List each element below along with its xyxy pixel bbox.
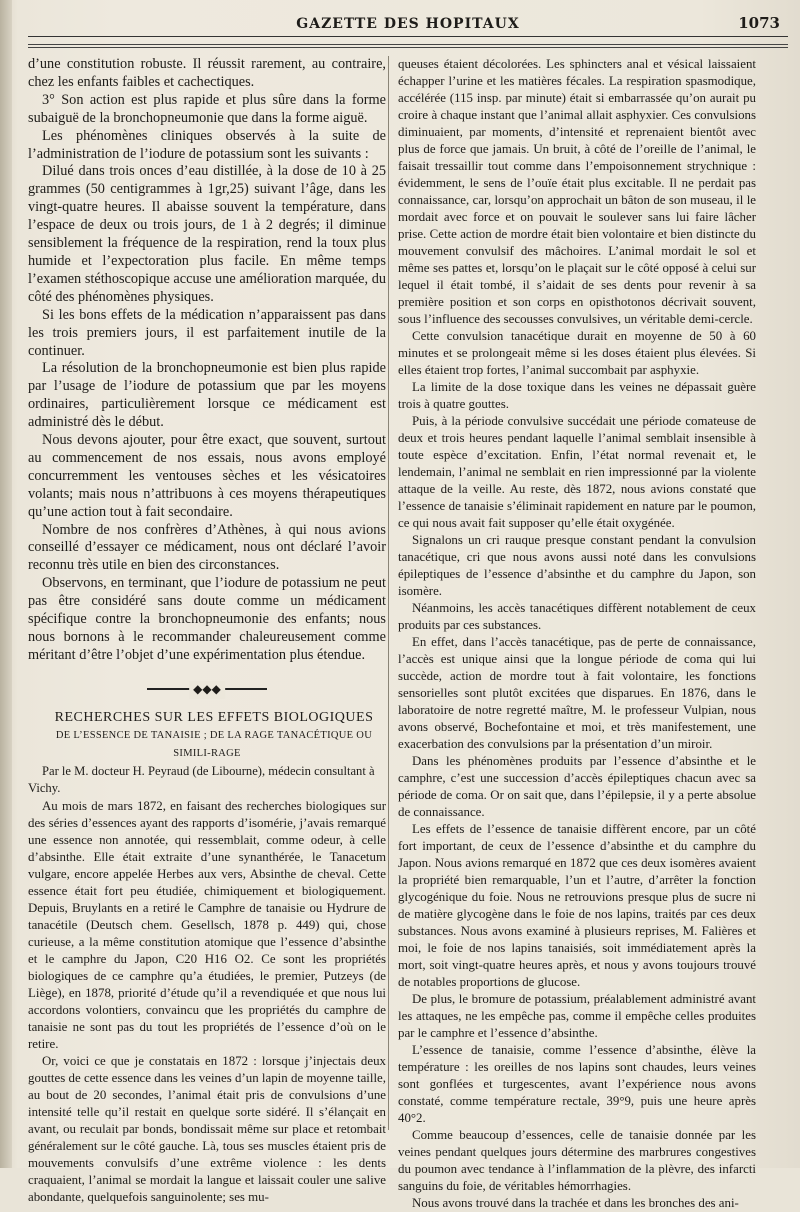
paragraph: Dilué dans trois onces d’eau distillée, à la dose de 10 à 25 grammes (50 centigrammes à 1gr,25) suivant l’âge, dans les vingt-quatre heures. Il abaisse souvent la température, dans l’espace de deux ou trois jours, de 1 à 2 degrés; il diminue sensiblement la fréquence de la respiration, rend la toux plus humide et l’expectoration plus facile. En même temps l’examen stéthoscopique accuse une amélioration marquée, du côté des phénomènes physiques. — [28, 163, 386, 305]
page-binding-edge — [0, 0, 12, 1168]
paragraph: Nous devons ajouter, pour être exact, que souvent, surtout au commencement de nos essais, nous avons employé concurremment les ventouses sèches et les vésicatoires volants; mais nous n’attribuons à ces moyens thérapeutiques qu’une action tout à fait secondaire. — [28, 432, 386, 520]
paragraph: De plus, le bromure de potassium, préalablement administré avant les attaques, ne les empêche pas, comme il empêche celles produites par le camphre et l’essence d’absinthe. — [398, 992, 756, 1040]
header-rule-secondary — [28, 47, 788, 48]
paragraph: En effet, dans l’accès tanacétique, pas de perte de connaissance, l’accès est unique ainsi que la longue période de coma qui lui succède, action de mordre tout à fait volontaire, les fonctions sensorielles sont plutôt excitées que disparues. En 1876, dans le laboratoire de notre regretté maître, M. le professeur Vulpian, nous avons observé, Bochefontaine et moi, et très manifestement, une exacerbation des convulsions par la présentation d’un miroir. — [398, 635, 756, 751]
paragraph: Puis, à la période convulsive succédait une période comateuse de deux et trois heures pendant laquelle l’animal semblait insensible à toute espèce d’excitation. Enfin, l’état normal revenait et, le lendemain, l’animal ne semblait en rien impressionné par la violente attaque de la veille. Au reste, dès 1872, nous avions constaté que l’essence de tanaisie s’éliminait rapidement en nature par le poumon, ce qui nous avait fait supposer qu’elle était oxygénée. — [398, 414, 756, 530]
paragraph: Observons, en terminant, que l’iodure de potassium ne peut pas être considéré sans doute comme un médicament spécifique contre la bronchopneumonie des enfants; nous nous bornons à le recommander chaleureusement comme méritant d’être l’objet d’une expérimentation plus étendue. — [28, 575, 386, 663]
paragraph: Comme beaucoup d’essences, celle de tanaisie donnée par les veines pendant quelques jours détermine des marbrures congestives du poumon avec tendance à l’inflammation de la plèvre, des infarcti sanguins du foie, de véritables hémorrhagies. — [398, 1128, 756, 1193]
page-header — [28, 14, 788, 37]
paragraph: queuses étaient décolorées. Les sphincters anal et vésical laissaient échapper l’urine et les matières fécales. La respiration spasmodique, accélérée (115 insp. par minute) était si embarrassée qu’on aurait pu croire à chaque instant que l’animal allait asphyxier. Ces convulsions diminuaient, par moments, d’intensité et reprenaient bientôt avec plus de force que jamais. Un bruit, à côté de l’oreille de l’animal, le faisait tressaillir tout comme dans l’empoisonnement strychnique : évidemment, le sens de l’ouïe était plus excitable. Il ne perdait pas connaissance, car, lorsqu’on approchait un bâton de son museau, il le mordait avec force et on pouvait le soulever sans lui faire lâcher prise. Cette action de mordre était bien volontaire et bien distincte du mouvement convulsif des mâchoires. L’animal mordait le sol et même ses pattes et, lorsqu’on le plaçait sur le côté opposé à celui sur lequel il était tombé, il s’aidait de ses dents pour revenir à sa première position et son corps en opisthotonos décrivait souvent, sous l’influence des secousses convulsives, un véritable demi-cercle. — [398, 57, 756, 326]
right-column — [398, 56, 756, 1212]
page-number: 1073 — [738, 14, 780, 32]
paragraph: L’essence de tanaisie, comme l’essence d’absinthe, élève la température : les oreilles de nos lapins sont chaudes, leurs veines sont gonflées et turgescentes, avant l’expérience nous avons constaté, comme température rectale, 39°9, puis une heure après 40°2. — [398, 1043, 756, 1125]
paragraph: Les effets de l’essence de tanaisie diffèrent encore, par un côté fort important, de ceux de l’essence d’absinthe et du camphre du Japon. Nous avions remarqué en 1872 que ces deux isomères avaient la propriété bien remarquable, l’un et l’autre, d’arrêter la fonction glycogénique du foie. Nous ne retrouvions presque plus de sucre ni de matière glycogène dans le foie de nos lapins, traités par ces deux substances. Nous avons examiné à plusieurs reprises, M. Falières et moi, le foie de nos lapins tanaisiés, soit immédiatement après la mort, soit vingt-quatre heures après, et nous y avons toujours trouvé de notables proportions de glucose. — [398, 822, 756, 989]
paragraph: Dans les phénomènes produits par l’essence d’absinthe et le camphre, c’est une succession d’accès épileptiques chacun avec sa période de coma. Or on sait que, dans l’épilepsie, il y a perte absolue de connaissance. — [398, 754, 756, 819]
paragraph: Cette convulsion tanacétique durait en moyenne de 50 à 60 minutes et se prolongeait même si les doses étaient plus élevées. Si elles étaient trop fortes, l’animal succombait par asphyxie. — [398, 329, 756, 377]
paragraph: Les phénomènes cliniques observés à la suite de l’administration de l’iodure de potassium sont les suivants : — [28, 127, 386, 162]
paragraph: d’une constitution robuste. Il réussit rarement, au contraire, chez les enfants faibles et cachectiques. — [28, 56, 386, 90]
publication-title: GAZETTE DES HOPITAUX — [296, 16, 520, 32]
paragraph: Or, voici ce que je constatais en 1872 : lorsque j’injectais deux gouttes de cette essence dans les veines d’un lapin de moyenne taille, au bout de 20 secondes, l’animal était pris de convulsions d’une intensité telle qu’il restait en quelque sorte sidéré. Il s’élançait en avant, ou reculait par bonds, bondissait même sur place et retombait généralement sur le côté gauche. Là, tous ses muscles étaient pris de mouvements convulsifs d’une extrême violence : les dents craquaient, l’animal se mordait la langue et laissait couler une salive abondante, quelquefois sanguinolente; ses mu- — [28, 1054, 386, 1205]
paragraph: Néanmoins, les accès tanacétiques diffèrent notablement de ceux produits par ces substances. — [398, 601, 756, 632]
article-subtitle: DE L’ESSENCE DE TANAISIE ; DE LA RAGE TANACÉTIQUE OU SIMILI-RAGE — [55, 729, 373, 759]
paragraph: Si les bons effets de la médication n’apparaissent pas dans les trois premiers jours, il est parfaitement inutile de la continuer. — [28, 306, 386, 359]
paragraph: Nous avons trouvé dans la trachée et dans les bronches des ani- — [412, 1196, 739, 1210]
paragraph: Nombre de nos confrères d’Athènes, à qui nous avions conseillé d’essayer ce médicament, nous ont déclaré l’avoir reconnu très utile en bien des circonstances. — [28, 521, 386, 574]
paragraph: Signalons un cri rauque presque constant pendant la convulsion tanacétique, cri que nous avons aussi noté dans les convulsions épileptiques de l’essence d’absinthe et du camphre du Japon, son isomère. — [398, 533, 756, 598]
paragraph: Au mois de mars 1872, en faisant des recherches biologiques sur des séries d’essences ayant des rapports d’isomérie, j’avais remarqué une essence non annotée, qui ressemblait, comme odeur, à celle d’absinthe. Elle était extraite d’une synanthérée, le Tanacetum vulgare, encore appelée Herbes aux vers, Absinthe de cheval. Cette essence était fort peu étudiée, chimiquement et biologiquement. Depuis, Bruylants en a retiré le Camphre de tanaisie ou Hydrure de tanacétile (Deutsch chem. Gesellsch, 1878 p. 449) qui, chose curieuse, a la même constitution atomique que l’essence d’absinthe et le camphre du Japon, C20 H16 O2. Ce sont les propriétés biologiques de ce camphre qu’a étudiées, le premier, Putzeys (de Liège), en 1878, priorité d’étude qu’il a revendiquée et que nous lui accordons volontiers, convaincu que les propriétés du camphre de tanaisie ne sont pas du tout les propriétés de l’essence d’où on le retire. — [28, 799, 386, 1052]
paragraph: La résolution de la bronchopneumonie est bien plus rapide par l’usage de l’iodure de potassium que par les moyens ordinaires, particulièrement lorsque ce médicament est administré dès le début. — [28, 360, 386, 431]
article-byline: Par le M. docteur H. Peyraud (de Libourne), médecin consultant à Vichy. — [28, 763, 375, 796]
column-divider — [388, 56, 389, 1130]
left-column — [28, 56, 386, 1206]
section-ornament: ◆◆◆ — [147, 685, 267, 693]
header-rule — [28, 44, 788, 45]
article-title: RECHERCHES SUR LES EFFETS BIOLOGIQUES — [54, 709, 374, 725]
paragraph: 3° Son action est plus rapide et plus sûre dans la forme subaiguë de la bronchopneumonie que dans la forme aiguë. — [28, 91, 386, 126]
paragraph: La limite de la dose toxique dans les veines ne dépassait guère trois à quatre gouttes. — [398, 380, 756, 411]
